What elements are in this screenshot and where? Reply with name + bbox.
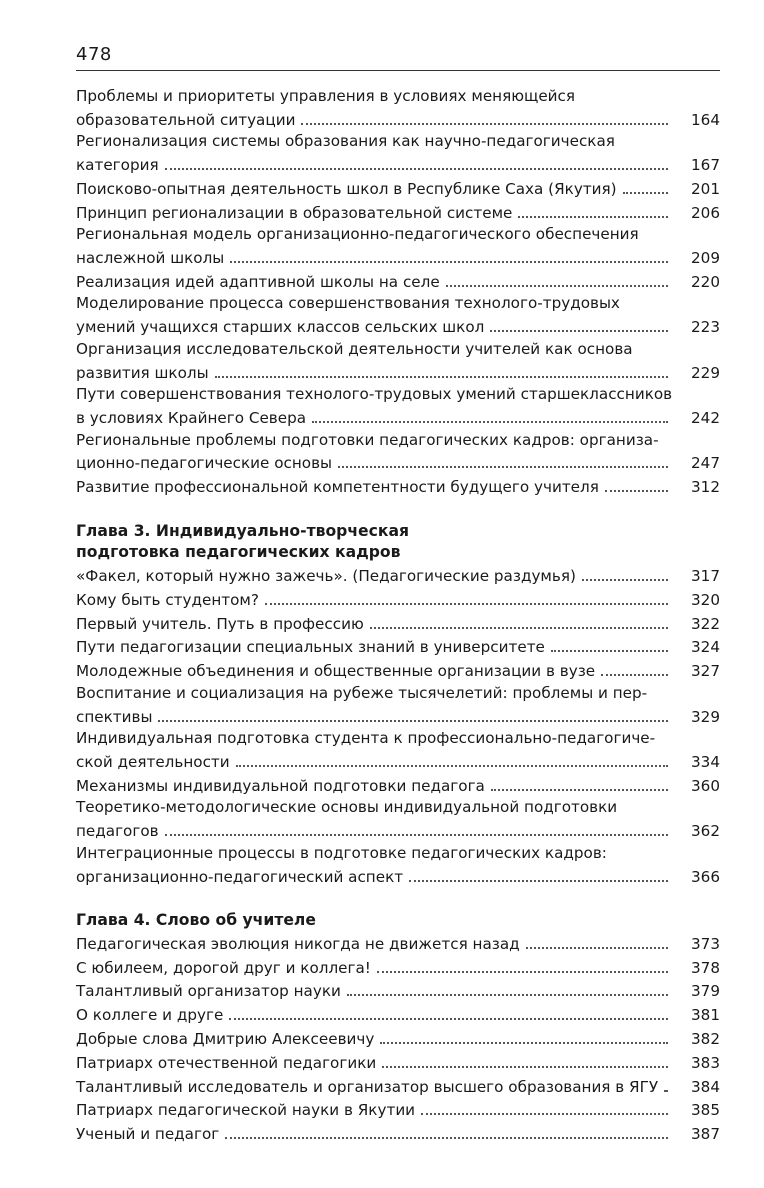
toc-entry-title-line: Теоретико-методологические основы индивидуальной подготовки	[76, 798, 618, 817]
toc-entry-page: 373	[691, 934, 720, 953]
toc-entry-page: 322	[691, 614, 720, 633]
toc-entry-title-line: в условиях Крайнего Севера	[76, 409, 307, 427]
toc-entry-page: 324	[691, 638, 720, 657]
dot-leader	[382, 1051, 668, 1068]
toc-entry-page: 206	[691, 203, 720, 222]
toc-entry-page: 362	[691, 822, 720, 841]
dot-leader	[265, 588, 668, 605]
toc-entry-page: 209	[691, 249, 720, 268]
toc-entry-title-line: О коллеге и друге	[76, 1006, 224, 1025]
toc-entry-page: 378	[691, 958, 720, 977]
dot-leader	[601, 659, 668, 676]
toc-entry-title-line: умений учащихся старших классов сельских школ	[76, 318, 485, 337]
toc-entry	[76, 430, 720, 475]
toc-entry-title-line: педагогов	[76, 822, 159, 841]
toc-entry-title-line: Пути совершенствования технолого-трудовых умений старшеклассников	[76, 385, 673, 404]
dot-leader	[338, 451, 668, 468]
toc-entry-title-line: Воспитание и социализация на рубеже тысячелетий: проблемы и пер-	[76, 683, 648, 702]
toc-entry-title-line: Региональная модель организационно-педагогического обеспечения	[76, 225, 639, 244]
toc-entry-title-line: Интеграционные процессы в подготовке педагогических кадров:	[76, 843, 607, 862]
toc-entry-title-line: Реализация идей адаптивной школы на селе	[76, 272, 440, 291]
toc-entry-page: 387	[691, 1125, 720, 1144]
toc-entry-page: 320	[691, 590, 720, 609]
toc-entry-title-line: спективы	[76, 707, 153, 726]
toc-entry-title-line: ционно-педагогические основы	[76, 454, 333, 473]
toc-entry-title-line: Принцип регионализации в образовательной системе	[76, 203, 513, 222]
toc-entry	[76, 728, 720, 773]
toc-entry	[76, 339, 720, 384]
toc-entry-title-line: Развитие профессиональной компетентности будущего учителя	[76, 478, 599, 497]
toc-entry	[76, 1122, 720, 1146]
toc-entry	[76, 1074, 720, 1098]
toc-entry-page: 220	[691, 272, 720, 291]
toc-entry	[76, 270, 720, 294]
toc-entry-title-line: Талантливый организатор науки	[76, 982, 341, 1001]
toc-entry-title-line: Поисково-опытная деятельность школ в Республике Саха (Якутия)	[76, 179, 617, 198]
toc-entry	[76, 797, 720, 842]
dot-leader	[582, 564, 668, 581]
dot-leader	[526, 932, 668, 949]
page-number: 478	[76, 44, 112, 65]
table-of-contents	[76, 86, 720, 1146]
toc-entry-page: 366	[691, 867, 720, 886]
dot-leader	[225, 1122, 668, 1139]
toc-entry	[76, 612, 720, 636]
dot-leader	[551, 635, 668, 652]
toc-entry-title-line: Молодежные объединения и общественные организации в вузе	[76, 662, 596, 681]
dot-leader	[165, 819, 668, 836]
toc-entry-title-line: Патриарх отечественной педагогики	[76, 1053, 377, 1072]
toc-entry-page: 385	[691, 1101, 720, 1120]
toc-entry	[76, 588, 720, 612]
dot-leader	[236, 750, 668, 767]
toc-entry-title-line: развития школы	[76, 363, 209, 382]
toc-entry-title-line: Кому быть студентом?	[76, 590, 259, 609]
toc-entry-page: 327	[691, 662, 720, 681]
dot-leader	[380, 1027, 668, 1044]
toc-chapter-4	[76, 910, 720, 1146]
toc-entry	[76, 86, 720, 131]
toc-section-1	[76, 86, 720, 499]
toc-entry-page: 383	[691, 1053, 720, 1072]
toc-entry-title-line: С юбилеем, дорогой друг и коллега!	[76, 958, 371, 977]
toc-entry-title-line: Добрые слова Дмитрию Алексеевичу	[76, 1030, 375, 1049]
dot-leader	[518, 201, 668, 218]
toc-entry-page: 317	[691, 567, 720, 586]
toc-entry	[76, 293, 720, 338]
dot-leader	[623, 177, 668, 194]
toc-entry-page: 379	[691, 982, 720, 1001]
toc-entry	[76, 224, 720, 269]
dot-leader	[490, 315, 668, 332]
toc-entry	[76, 683, 720, 728]
dot-leader	[165, 153, 668, 170]
toc-entry	[76, 843, 720, 888]
toc-entry	[76, 956, 720, 980]
toc-entry-page: 381	[691, 1006, 720, 1025]
toc-entry-page: 312	[691, 478, 720, 497]
toc-entry	[76, 1051, 720, 1075]
dot-leader	[230, 246, 668, 263]
toc-entry	[76, 979, 720, 1003]
toc-entry-page: 223	[691, 318, 720, 337]
toc-entry-title-line: Регионализация системы образования как научно-педагогическая	[76, 132, 615, 151]
toc-entry	[76, 1027, 720, 1051]
dot-leader	[347, 979, 668, 996]
toc-entry	[76, 475, 720, 499]
toc-entry-title-line: категория	[76, 156, 159, 175]
toc-entry-title-line: ской деятельности	[76, 753, 230, 771]
chapter-title: Глава 3. Индивидуально-творческая	[76, 521, 409, 540]
toc-entry-page: 201	[691, 179, 720, 198]
toc-entry-title-line: Талантливый исследователь и организатор высшего образования в ЯГУ	[76, 1077, 659, 1096]
dot-leader	[377, 956, 668, 973]
toc-entry	[76, 564, 720, 588]
toc-entry-page: 242	[691, 409, 720, 427]
toc-entry-title-line: Индивидуальная подготовка студента к профессионально-педагогиче-	[76, 729, 656, 748]
toc-entry-title-line: Пути педагогизации специальных знаний в университете	[76, 638, 545, 657]
dot-leader	[605, 475, 668, 492]
toc-entry	[76, 659, 720, 683]
toc-entry-page: 360	[691, 776, 720, 795]
dot-leader	[664, 1074, 668, 1091]
dot-leader	[301, 108, 668, 125]
dot-leader	[229, 1003, 668, 1020]
toc-entry	[76, 774, 720, 798]
toc-entry	[76, 635, 720, 659]
toc-entry-title-line: «Факел, который нужно зажечь». (Педагогические раздумья)	[76, 567, 576, 586]
toc-entry-title-line: Педагогическая эволюция никогда не движется назад	[76, 934, 520, 953]
toc-entry-page: 382	[691, 1030, 720, 1049]
toc-entry-page: 329	[691, 707, 720, 726]
chapter-title: подготовка педагогических кадров	[76, 543, 401, 562]
toc-entry	[76, 1003, 720, 1027]
toc-entry	[76, 384, 720, 429]
toc-entry-title-line: Организация исследовательской деятельности учителей как основа	[76, 339, 633, 358]
toc-entry	[76, 201, 720, 225]
toc-entry-title-line: организационно-педагогический аспект	[76, 867, 404, 886]
toc-entry-title-line: наслежной школы	[76, 249, 225, 268]
toc-entry-title-line: образовательной ситуации	[76, 110, 296, 129]
toc-entry-title-line: Патриарх педагогической науки в Якутии	[76, 1101, 416, 1120]
toc-entry-page: 167	[691, 156, 720, 175]
dot-leader	[421, 1098, 668, 1115]
dot-leader	[370, 612, 668, 629]
toc-chapter-3	[76, 521, 720, 888]
toc-entry-title-line: Моделирование процесса совершенствования технолого-трудовых	[76, 294, 620, 313]
chapter-title: Глава 4. Слово об учителе	[76, 911, 316, 930]
dot-leader	[409, 864, 668, 881]
toc-entry-page: 247	[691, 454, 720, 473]
toc-entry-title-line: Региональные проблемы подготовки педагогических кадров: организа-	[76, 430, 659, 449]
header-rule	[76, 70, 720, 71]
dot-leader	[158, 704, 668, 721]
toc-entry-title-line: Механизмы индивидуальной подготовки педагога	[76, 776, 485, 795]
dot-leader	[491, 774, 668, 791]
toc-entry-page: 334	[691, 753, 720, 771]
toc-entry-title-line: Проблемы и приоритеты управления в условиях меняющейся	[76, 87, 576, 105]
toc-entry-page: 164	[691, 110, 720, 129]
toc-entry	[76, 932, 720, 956]
dot-leader	[215, 360, 668, 377]
toc-entry-title-line: Ученый и педагог	[76, 1125, 220, 1144]
dot-leader	[446, 270, 668, 287]
dot-leader	[312, 406, 668, 423]
toc-entry	[76, 1098, 720, 1122]
toc-entry	[76, 177, 720, 201]
toc-entry-title-line: Первый учитель. Путь в профессию	[76, 614, 364, 633]
toc-entry-page: 229	[691, 363, 720, 382]
toc-entry-page: 384	[691, 1077, 720, 1096]
toc-entry	[76, 131, 720, 176]
